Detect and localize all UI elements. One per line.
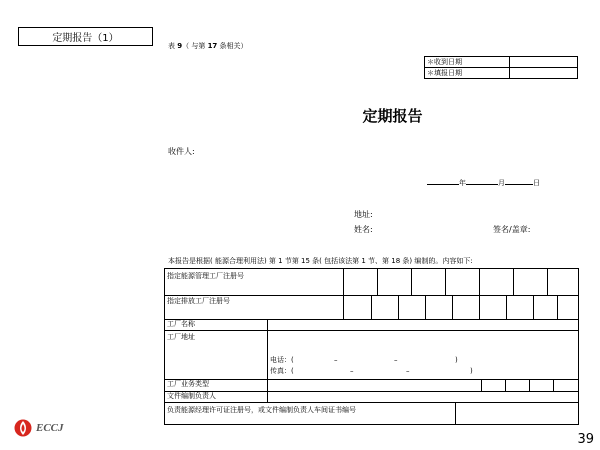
doc-owner-label: 文件编制负责人 xyxy=(167,392,216,400)
emission-reg-label: 指定排放工厂注册号 xyxy=(167,297,230,305)
eccj-logo-text: ECCJ xyxy=(36,422,64,434)
factory-address-label: 工厂地址 xyxy=(167,333,195,341)
report-form xyxy=(164,268,579,425)
receipt-date-table xyxy=(424,56,578,79)
filled-date-field[interactable] xyxy=(510,68,578,79)
table-ref-number: 9 xyxy=(177,42,183,50)
date-month-label: 月 xyxy=(498,179,505,187)
date-year-label: 年 xyxy=(459,179,466,187)
tel-close: ) xyxy=(455,356,458,364)
factory-name-label: 工厂名称 xyxy=(167,320,195,328)
section-label-box xyxy=(18,27,153,46)
eccj-logo xyxy=(14,419,64,437)
date-day-label: 日 xyxy=(533,179,540,187)
date-line xyxy=(427,180,540,187)
received-date-label: ＊收到日期 xyxy=(425,57,510,68)
table-ref-mid: （ 与第 xyxy=(182,42,208,50)
tel-label: 电话：( xyxy=(270,356,294,364)
section-label: 定期报告（1） xyxy=(52,33,119,44)
tel-line xyxy=(270,356,458,364)
fax-label: 传真：( xyxy=(270,367,294,375)
fax-dash-1: – xyxy=(350,367,354,375)
name-label: 姓名: xyxy=(354,225,373,234)
eccj-logo-icon xyxy=(14,419,32,437)
form-row-emission-reg xyxy=(165,295,578,320)
energy-reg-label: 指定能源管理工厂注册号 xyxy=(167,272,244,280)
received-date-field[interactable] xyxy=(510,57,578,68)
fax-dash-2: – xyxy=(406,367,410,375)
fax-close: ) xyxy=(470,367,473,375)
form-row-factory-address xyxy=(165,330,578,380)
page-title: 定期报告 xyxy=(362,107,423,125)
page-number: 39 xyxy=(577,432,594,447)
signature-label: 签名/盖章: xyxy=(493,225,531,234)
form-row-license xyxy=(165,402,578,424)
fax-line xyxy=(270,367,473,375)
recipient-label: 收件人: xyxy=(168,147,195,156)
tel-dash-2: – xyxy=(394,356,398,364)
form-row-energy-reg xyxy=(165,269,578,296)
address-label: 地址: xyxy=(354,210,373,219)
table-ref-article: 17 xyxy=(207,42,218,50)
business-type-label: 工厂业务类型 xyxy=(167,380,209,388)
table-ref-prefix: 表 xyxy=(168,42,178,50)
tel-dash-1: – xyxy=(334,356,338,364)
filled-date-label: ＊填报日期 xyxy=(425,68,510,79)
table-reference xyxy=(168,43,248,50)
table-ref-suffix: 条相关） xyxy=(217,42,248,50)
license-label: 负责能源经理许可证注册号，或文件编制负责人车间证书编号 xyxy=(167,406,356,414)
basis-text: 本报告是根据( 能源合理利用法) 第 1 节第 15 条( 包括该法第 1 节、第 18 条) 编制的。内容如下: xyxy=(168,257,473,265)
